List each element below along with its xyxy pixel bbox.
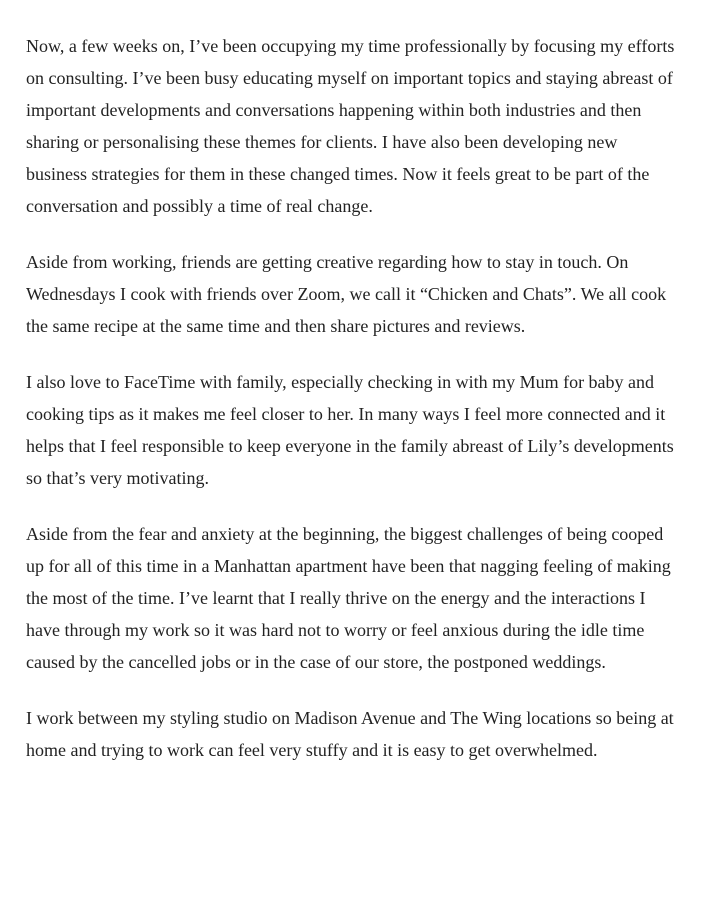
- article-paragraph: I also love to FaceTime with family, especially checking in with my Mum for baby and cooking tips as it makes me feel closer to her. In many ways I feel more connected and it helps that I feel responsible to keep everyone in the family abreast of Lily’s developments so that’s very motivating.: [26, 372, 674, 488]
- article-paragraph: Now, a few weeks on, I’ve been occupying my time professionally by focusing my efforts on consulting. I’ve been busy educating myself on important topics and staying abreast of important developments and conversations happening within both industries and then sharing or personalising these themes for clients. I have also been developing new business strategies for them in these changed times. Now it feels great to be part of the conversation and possibly a time of real change.: [26, 36, 675, 216]
- article-paragraph: I work between my styling studio on Madison Avenue and The Wing locations so being at home and trying to work can feel very stuffy and it is easy to get overwhelmed.: [26, 708, 674, 760]
- article-paragraph: Aside from working, friends are getting creative regarding how to stay in touch. On Wednesdays I cook with friends over Zoom, we call it “Chicken and Chats”. We all cook the same recipe at the same time and then share pictures and reviews.: [26, 252, 667, 336]
- article-paragraph: Aside from the fear and anxiety at the beginning, the biggest challenges of being cooped up for all of this time in a Manhattan apartment have been that nagging feeling of making the most of the time. I’ve learnt that I really thrive on the energy and the interactions I have through my work so it was hard not to worry or feel anxious during the idle time caused by the cancelled jobs or in the case of our store, the postponed weddings.: [26, 524, 671, 672]
